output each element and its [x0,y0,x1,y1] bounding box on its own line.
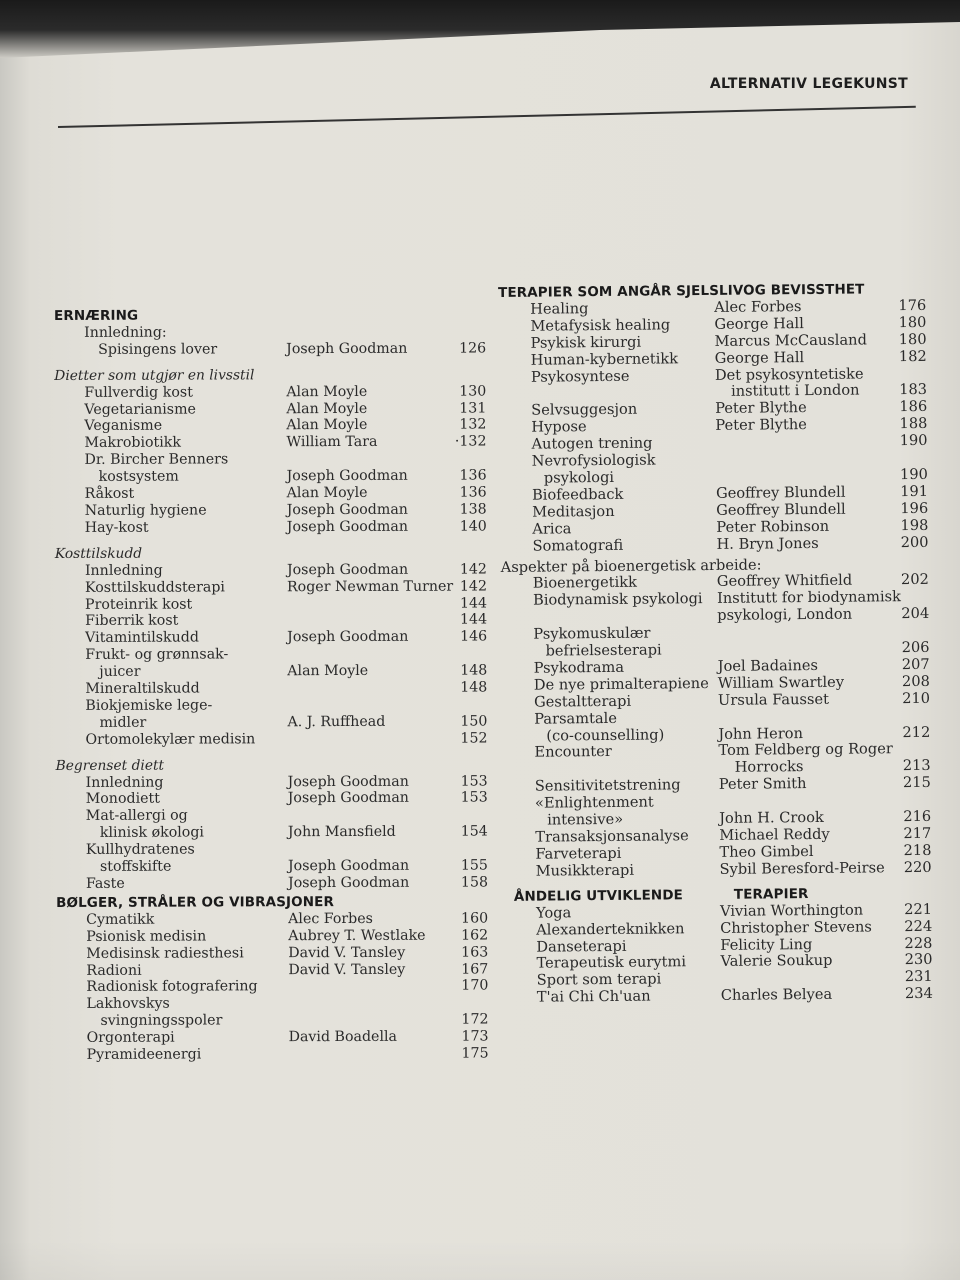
toc-entry [57,1029,497,1047]
entry-page: 210 [902,689,931,707]
entry-author: David Boadella [288,1028,398,1046]
entry-author: Joseph Goodman [287,857,410,875]
entry-author [287,680,462,681]
entry-page: 175 [461,1045,489,1062]
entry-title: Nevrofysiologisk [531,451,656,470]
entry-title: Radionisk fotografering [86,978,258,996]
entry-page: 224 [904,917,933,935]
entry-author: Joseph Goodman [286,561,409,578]
entry-page: 202 [900,571,929,589]
entry-author: Joseph Goodman [286,340,408,358]
toc-entry [54,417,494,435]
entry-author: Valerie Soukup [720,952,833,971]
entry-title: Mineraltilskudd [85,680,200,697]
entry-author [288,978,463,979]
entry-author: Alan Moyle [286,400,368,417]
running-header: ALTERNATIV LEGEKUNST [709,76,908,92]
entry-author: Peter Robinson [716,517,830,536]
entry-title: Alexanderteknikken [536,919,685,939]
entry-title: psykologi [543,468,615,487]
entry-title: Psykomuskulær [533,624,651,643]
entry-title: Orgonterapi [86,1029,175,1047]
subsection-heading: Begrenset diett [55,757,165,774]
entry-title: stoffskifte [99,858,172,875]
toc-entry [56,824,496,842]
entry-title: kostsystem [98,468,179,486]
toc-entry [54,400,494,418]
entry-page: 173 [461,1028,489,1045]
entry-page: 216 [903,807,932,826]
entry-title: Parsamtale [534,709,618,728]
entry-page: 146 [460,628,488,645]
entry-page: 234 [904,985,933,1003]
entry-page: 213 [902,757,931,775]
toc-entry [56,995,496,1013]
entry-author: Joseph Goodman [287,790,409,807]
entry-page: 191 [900,482,929,501]
entry-page: 180 [898,330,927,348]
entry-page: 153 [460,789,488,807]
group-heading: Aspekter på bioenergetisk arbeide: [500,555,762,576]
toc-entry [55,578,495,596]
toc-entry [56,927,496,945]
toc-entry [500,534,934,555]
entry-title: Metafysisk healing [530,316,671,335]
entry-author: institutt i London [730,381,860,401]
entry-title: Vitamintilskudd [85,629,199,647]
entry-title: intensive» [547,810,624,829]
entry-author: Joel Badaines [717,656,819,675]
entry-author: Joseph Goodman [286,518,408,536]
entry-author: Det psykosyntetiske [714,365,864,384]
entry-author: Joseph Goodman [286,501,408,519]
entry-page: 220 [903,858,932,876]
entry-author: David V. Tansley [288,944,406,961]
entry-page: 204 [901,605,930,623]
entry-author: Alan Moyle [286,383,368,400]
entry-title: Sport som terapi [536,970,662,990]
entry-page: 130 [459,383,487,400]
entry-title: Psykosyntese [530,367,630,386]
entry-page: 148 [460,679,488,696]
entry-page: 212 [902,723,931,741]
entry-author [288,841,463,842]
section-heading-left: ÅNDELIG UTVIKLENDE [513,886,684,905]
toc-entry [54,323,494,341]
toc-entry [55,612,495,630]
entry-author [288,1012,463,1013]
toc-entry [54,383,494,401]
entry-title: Veganisme [84,418,163,435]
entry-title: Selvsuggesjon [531,401,638,420]
entry-author: Peter Blythe [715,416,807,435]
section-heading: ERNÆRING [54,307,139,324]
toc-entry [56,841,496,859]
entry-author: Christopher Stevens [720,918,872,937]
entry-title: Autogen trening [531,434,653,453]
toc-entry [55,663,495,681]
entry-title: Fullverdig kost [84,384,193,401]
section-heading-right: TERAPIER [733,885,809,903]
entry-page: 230 [904,951,933,969]
entry-author: Alec Forbes [288,910,373,927]
entry-title: Bioenergetikk [532,574,637,593]
entry-author: Geoffrey Blundell [715,483,846,502]
entry-title: Medisinsk radiesthesi [86,944,244,962]
entry-author: Peter Blythe [715,399,807,418]
entry-title: Encounter [534,743,612,762]
entry-title: Cymatikk [86,911,155,928]
entry-author: Charles Belyea [720,986,833,1005]
entry-title: Farveterapi [535,844,622,863]
entry-title: «Enlightenment [534,793,654,812]
entry-page: 176 [898,296,927,315]
toc-entry [54,434,494,452]
entry-page: 186 [899,398,928,416]
entry-title: Meditasjon [532,502,615,521]
entry-page: 198 [900,516,929,534]
entry-author: David V. Tansley [288,961,406,978]
entry-title: Innledning: [84,324,167,341]
toc-entry [57,1046,497,1064]
entry-author: John H. Crook [719,808,824,827]
toc-entry [55,518,495,536]
entry-title: Musikkterapi [535,861,635,880]
entry-author [288,807,463,808]
entry-title: De nye primalterapiene [533,674,709,694]
entry-author: Theo Gimbel [719,842,814,861]
subsection-heading: Kosttilskudd [54,545,143,562]
entry-title: Biokjemiske lege- [85,697,213,714]
entry-page: 183 [899,381,928,399]
entry-page: 126 [459,340,487,357]
entry-author: William Tara [286,434,378,451]
entry-page: 231 [904,968,933,986]
toc-entry [55,501,495,519]
entry-page: 190 [899,465,928,484]
entry-title: Psionisk medisin [86,928,207,945]
entry-author: George Hall [714,314,804,333]
entry-page: 207 [901,655,930,674]
entry-author: Sybil Beresford-Peirse [719,859,885,878]
toc-entry [55,595,495,613]
entry-author [286,323,461,324]
toc-entry [55,561,495,579]
entry-title: Psykisk kirurgi [530,333,642,352]
entry-author: A. J. Ruffhead [287,713,386,731]
entry-author: Tom Feldberg og Roger [718,740,893,760]
entry-page: 218 [903,841,932,860]
entry-title: Sensitivitetstrening [534,776,681,795]
entry-page: 170 [461,977,489,995]
entry-title: svingningsspoler [100,1012,223,1030]
toc-entry [55,713,495,731]
entry-title: Vegetarianisme [84,401,196,418]
entry-author [287,451,462,452]
entry-page: 155 [460,857,488,874]
toc-entry [55,485,495,503]
entry-title: Biodynamisk psykologi [532,590,703,609]
entry-title: Psykodrama [533,658,625,677]
entry-title: Råkost [84,485,135,502]
entry-author: Felicity Ling [720,935,813,954]
entry-author: Alan Moyle [286,484,368,502]
entry-title: klinisk økologi [99,824,204,842]
entry-title: Transaksjonsanalyse [535,827,689,846]
entry-page: 144 [459,611,488,628]
entry-title: Makrobiotikk [84,434,182,452]
entry-author: Marcus McCausland [714,331,867,350]
entry-page: 196 [900,499,929,517]
entry-author: Peter Smith [718,775,807,794]
toc-entry [55,696,495,714]
toc-entry [505,986,939,1007]
entry-title: Naturlig hygiene [84,502,207,519]
subsection-heading: Dietter som utgjør en livsstil [54,367,255,384]
entry-title: Arica [532,519,572,538]
entry-title: Innledning [84,562,163,579]
entry-author: Aubrey T. Westlake [288,927,426,944]
entry-page: 190 [899,432,928,450]
entry-page: 153 [460,773,488,790]
header-rule [58,106,916,128]
entry-title: Frukt- og grønnsak- [85,646,229,664]
entry-page: 163 [461,944,489,961]
entry-page: 142 [459,578,488,595]
toc-entry [55,730,495,748]
entry-title: Human-kybernetikk [530,349,679,369]
entry-author [287,595,462,596]
toc-entry [55,629,495,647]
page-top-shadow [0,0,960,58]
entry-title: Faste [85,875,125,892]
entry-title: Mat-allergi og [85,807,188,825]
entry-page: 152 [460,730,488,747]
entry-page: 172 [461,1011,489,1028]
toc-entry [55,451,495,469]
entry-title: Somatografi [532,536,624,555]
entry-page: 154 [460,823,488,840]
section-heading: TERAPIER SOM ANGÅR SJELSLIVOG BEVISSTHET [498,281,865,301]
entry-author: Joseph Goodman [287,773,409,790]
toc-entry [56,978,496,996]
entry-author: Michael Reddy [719,825,830,844]
entry-author: William Swartley [717,673,845,692]
toc-entry [55,646,495,664]
entry-author [287,697,462,698]
entry-author: Alec Forbes [714,297,802,316]
entry-title: Danseterapi [536,937,627,956]
toc-entry [55,679,495,697]
entry-page: 138 [459,501,487,518]
entry-page: 221 [904,900,933,918]
entry-page: 148 [460,662,488,679]
entry-author: Alan Moyle [287,663,369,680]
entry-title: T'ai Chi Ch'uan [536,987,651,1006]
entry-title: (co-counselling) [546,725,665,745]
entry-author: Joseph Goodman [286,467,408,485]
entry-title: Kosttilskuddsterapi [84,578,225,596]
entry-page: 206 [901,638,930,657]
entry-author: Geoffrey Blundell [716,500,846,519]
entry-author: Joseph Goodman [287,874,410,892]
toc-entry [56,773,496,791]
entry-title: Spisingens lover [98,341,218,358]
entry-title: Dr. Bircher Benners [84,451,229,469]
entry-title: midler [99,714,147,731]
entry-title: befrielsesterapi [545,641,662,660]
toc-left-column [54,304,497,1064]
entry-page: 142 [459,561,487,578]
entry-author: Alan Moyle [286,417,368,434]
entry-author: Geoffrey Whitfield [716,572,853,591]
entry-page: 132 [459,416,487,434]
entry-author: Ursula Fausset [717,690,829,709]
toc-entry [56,961,496,979]
entry-author: Vivian Worthington [719,901,864,920]
entry-author: Joseph Goodman [287,629,409,646]
entry-page: 208 [901,672,930,690]
entry-page: 217 [903,824,932,843]
entry-page: 188 [899,415,928,433]
entry-title: Proteinrik kost [85,596,193,613]
entry-title: Pyramideenergi [86,1046,202,1063]
entry-page: 144 [459,594,488,612]
entry-page: 182 [898,347,927,365]
entry-author: John Mansfield [287,824,396,841]
entry-author [289,1046,464,1047]
entry-title: Kullhydratenes [85,841,195,859]
toc-entry [56,1012,496,1030]
toc-entry [56,944,496,962]
entry-author: Roger Newman Turner [286,578,454,595]
toc-entry [56,858,496,876]
entry-author: H. Bryn Jones [716,534,819,553]
entry-page: 167 [461,961,489,978]
entry-page: 200 [900,533,929,551]
entry-author: George Hall [714,348,805,367]
entry-author [288,995,463,996]
entry-title: Radioni [86,962,142,979]
page-bottom-shade [0,1240,960,1280]
entry-title: Hypose [531,418,587,436]
entry-title: Ortomolekylær medisin [85,731,256,748]
entry-page: 136 [459,484,487,501]
entry-title: Terapeutisk eurytmi [536,953,687,973]
toc-entry [504,860,938,881]
entry-page: 180 [898,313,927,331]
entry-author: Horrocks [734,758,804,777]
toc-right-column [498,279,939,1007]
entry-title: Monodiett [85,791,160,808]
toc-entry [56,910,496,928]
entry-title: Fiberrik kost [85,612,179,630]
entry-page: 158 [460,874,489,891]
entry-author [287,612,462,613]
entry-author [287,646,462,647]
entry-author: John Heron [718,724,804,743]
section-heading: BØLGER, STRÅLER OG VIBRASJONER [56,893,334,911]
toc-entry [56,790,496,808]
entry-title: juicer [99,663,141,680]
entry-page: 140 [459,518,487,535]
entry-page: 162 [461,927,489,944]
toc-entry [56,874,496,892]
entry-page: 136 [459,467,487,484]
entry-title: Gestaltterapi [533,692,632,711]
entry-page: 160 [461,910,489,927]
entry-title: Biofeedback [531,485,624,504]
entry-page: 228 [904,934,933,952]
entry-title: Innledning [85,774,164,791]
toc-entry [54,340,494,358]
entry-page: 215 [902,774,931,792]
entry-page: 150 [460,713,488,730]
entry-title: Yoga [535,904,572,922]
entry-author [287,730,462,731]
entry-author: psykologi, London [717,605,853,625]
entry-title: Lakhovskys [86,995,170,1013]
entry-title: Hay-kost [84,519,149,536]
entry-title: Healing [530,300,589,318]
toc-entry [56,807,496,825]
toc-entry [55,468,495,486]
entry-author: Institutt for biodynamisk [716,588,902,608]
entry-page: 131 [459,400,487,417]
entry-page: ·132 [454,433,487,450]
